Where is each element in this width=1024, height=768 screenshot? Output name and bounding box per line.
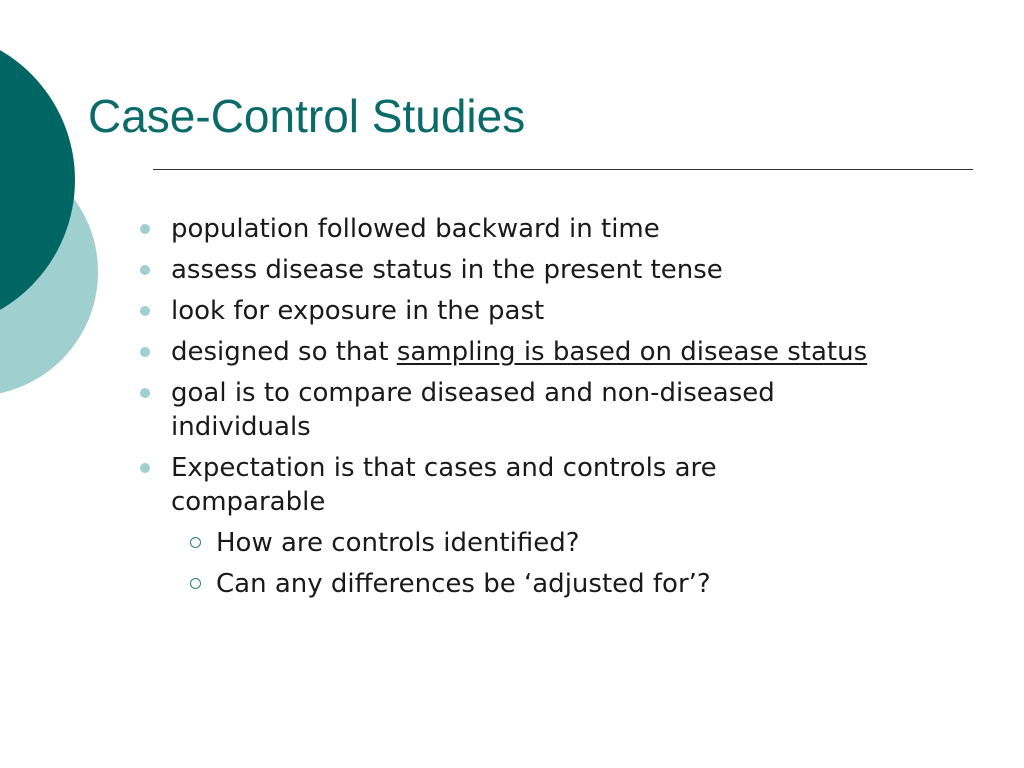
list-item [0, 212, 1024, 246]
slide-title: Case-Control Studies [88, 90, 526, 142]
list-item [0, 294, 1024, 328]
sub-list-item [0, 526, 1024, 560]
list-item [0, 451, 1024, 519]
list-item [0, 253, 1024, 287]
bullet-text: goal is to compare diseased and non-diseased individuals [171, 378, 775, 442]
sub-bullet-text: How are controls identified? [216, 528, 580, 558]
bullet-text-prefix: designed so that [171, 337, 397, 367]
sub-bullet-text: Can any differences be ‘adjusted for’? [216, 569, 711, 599]
bullet-dot-icon [140, 388, 150, 398]
bullet-text: population followed backward in time [171, 214, 660, 244]
sub-list-item [0, 567, 1024, 601]
underlined-phrase: sampling is based on disease status [396, 337, 868, 367]
bullet-text: look for exposure in the past [171, 296, 545, 326]
bullet-list [0, 212, 1024, 608]
title-divider [153, 169, 973, 170]
list-item [0, 376, 1024, 444]
bullet-dot-icon [140, 463, 150, 473]
bullet-dot-icon [140, 347, 150, 357]
bullet-text [0, 335, 871, 369]
bullet-text: Expectation is that cases and controls are comparable [171, 453, 717, 517]
sub-bullet-ring-icon [190, 537, 201, 548]
bullet-dot-icon [140, 265, 150, 275]
list-item [0, 335, 1024, 369]
sub-bullet-ring-icon [190, 578, 201, 589]
bullet-text: assess disease status in the present tense [171, 255, 723, 285]
bullet-dot-icon [140, 306, 150, 316]
bullet-dot-icon [140, 224, 150, 234]
